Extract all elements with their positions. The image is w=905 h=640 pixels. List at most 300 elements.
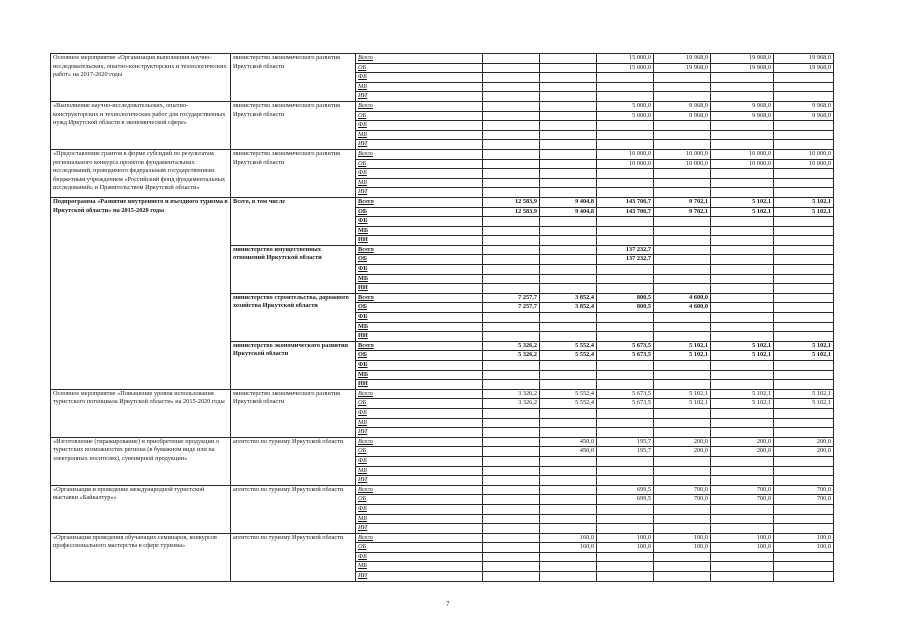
amount-cell <box>711 524 774 534</box>
funding-source-cell: ОБ <box>356 255 483 265</box>
funding-source-cell: ИИ <box>356 476 483 486</box>
amount-cell: 5 673,5 <box>597 351 654 361</box>
amount-cell: 700,0 <box>711 495 774 505</box>
amount-cell: 5 102,1 <box>711 207 774 217</box>
amount-cell: 100,0 <box>597 533 654 543</box>
amount-cell <box>540 504 597 514</box>
amount-cell <box>540 562 597 572</box>
amount-cell <box>774 408 834 418</box>
amount-cell <box>483 572 540 582</box>
amount-cell <box>540 255 597 265</box>
amount-cell <box>774 562 834 572</box>
amount-cell: 143 706,7 <box>597 197 654 207</box>
amount-cell: 137 232,7 <box>597 255 654 265</box>
funding-source-cell: ИИ <box>356 284 483 294</box>
funding-source-cell: Всего <box>356 341 483 351</box>
amount-cell <box>483 130 540 140</box>
amount-cell <box>774 476 834 486</box>
amount-cell <box>654 226 711 236</box>
amount-cell <box>597 572 654 582</box>
amount-cell <box>654 456 711 466</box>
page-number: 7 <box>446 600 450 608</box>
amount-cell <box>483 255 540 265</box>
amount-cell <box>711 217 774 227</box>
funding-source-cell: ФБ <box>356 121 483 131</box>
funding-source-cell: ИИ <box>356 92 483 102</box>
amount-cell: 200,0 <box>654 437 711 447</box>
amount-cell <box>774 178 834 188</box>
table-row <box>51 101 834 111</box>
amount-cell <box>774 524 834 534</box>
funding-source-cell: МБ <box>356 178 483 188</box>
amount-cell <box>711 514 774 524</box>
amount-cell <box>711 361 774 371</box>
funding-source-cell: Всего <box>356 54 483 64</box>
amount-cell: 9 968,0 <box>774 111 834 121</box>
amount-cell <box>774 293 834 303</box>
amount-cell <box>597 226 654 236</box>
funding-source-cell: МБ <box>356 562 483 572</box>
amount-cell <box>711 476 774 486</box>
amount-cell <box>597 274 654 284</box>
amount-cell <box>483 562 540 572</box>
amount-cell <box>597 130 654 140</box>
funding-source-cell: МБ <box>356 130 483 140</box>
amount-cell <box>711 265 774 275</box>
amount-cell: 200,0 <box>774 447 834 457</box>
amount-cell <box>654 476 711 486</box>
amount-cell <box>597 284 654 294</box>
amount-cell: 3 326,2 <box>483 399 540 409</box>
amount-cell <box>597 92 654 102</box>
amount-cell: 5 102,1 <box>774 197 834 207</box>
amount-cell: 9 968,0 <box>711 111 774 121</box>
funding-source-cell: МБ <box>356 226 483 236</box>
executor-cell: министерство экономического развития Иркутской области <box>231 101 356 149</box>
amount-cell <box>540 111 597 121</box>
amount-cell <box>540 140 597 150</box>
amount-cell <box>483 361 540 371</box>
amount-cell <box>654 236 711 246</box>
amount-cell <box>711 418 774 428</box>
amount-cell <box>540 322 597 332</box>
amount-cell <box>540 456 597 466</box>
amount-cell <box>774 274 834 284</box>
amount-cell: 100,0 <box>597 543 654 553</box>
amount-cell <box>597 466 654 476</box>
amount-cell: 5 102,1 <box>711 341 774 351</box>
funding-source-cell: МБ <box>356 466 483 476</box>
amount-cell <box>654 169 711 179</box>
amount-cell <box>483 552 540 562</box>
amount-cell <box>654 265 711 275</box>
amount-cell <box>483 101 540 111</box>
funding-source-cell: Всего <box>356 389 483 399</box>
funding-source-cell: ИИ <box>356 524 483 534</box>
amount-cell: 700,0 <box>711 485 774 495</box>
amount-cell <box>597 178 654 188</box>
amount-cell <box>483 476 540 486</box>
amount-cell <box>597 188 654 198</box>
amount-cell: 200,0 <box>711 447 774 457</box>
amount-cell <box>540 514 597 524</box>
amount-cell <box>597 313 654 323</box>
amount-cell <box>597 552 654 562</box>
funding-source-cell: Всего <box>356 293 483 303</box>
amount-cell: 15 000,0 <box>597 63 654 73</box>
amount-cell <box>711 562 774 572</box>
amount-cell <box>597 236 654 246</box>
amount-cell <box>774 552 834 562</box>
amount-cell <box>483 485 540 495</box>
amount-cell <box>597 121 654 131</box>
amount-cell <box>711 504 774 514</box>
table-body <box>51 54 834 582</box>
amount-cell <box>597 562 654 572</box>
activity-name-cell: Основное мероприятие «Организация выполнения научно-исследовательских, опытно-конструкторских и технологических работ» на 2017-2020 годы <box>51 54 231 102</box>
executor-cell: агентство по туризму Иркутской области <box>231 485 356 533</box>
amount-cell <box>540 428 597 438</box>
funding-source-cell: ФБ <box>356 169 483 179</box>
activity-name-cell: «Организация и проведение международной туристской выставки «Байкалтур»» <box>51 485 231 533</box>
amount-cell <box>540 159 597 169</box>
amount-cell <box>711 226 774 236</box>
amount-cell: 200,0 <box>774 437 834 447</box>
amount-cell: 10 000,0 <box>774 159 834 169</box>
amount-cell <box>711 121 774 131</box>
amount-cell: 10 000,0 <box>711 159 774 169</box>
amount-cell: 3 852,4 <box>540 293 597 303</box>
amount-cell <box>711 572 774 582</box>
amount-cell <box>774 217 834 227</box>
amount-cell <box>597 322 654 332</box>
amount-cell <box>774 428 834 438</box>
amount-cell: 100,0 <box>711 543 774 553</box>
amount-cell <box>540 92 597 102</box>
amount-cell <box>483 82 540 92</box>
amount-cell <box>774 265 834 275</box>
amount-cell <box>483 188 540 198</box>
amount-cell <box>711 408 774 418</box>
funding-source-cell: ФБ <box>356 73 483 83</box>
amount-cell <box>483 265 540 275</box>
amount-cell <box>774 572 834 582</box>
funding-source-cell: ИИ <box>356 140 483 150</box>
funding-source-cell: Всего <box>356 245 483 255</box>
activity-name-cell: Основное мероприятие «Повышение уровня использования туристского потенциала Иркутской области» на 2015-2020 годы <box>51 389 231 437</box>
table-row <box>51 389 834 399</box>
amount-cell <box>711 380 774 390</box>
funding-source-cell: ОБ <box>356 351 483 361</box>
amount-cell <box>483 495 540 505</box>
amount-cell <box>654 322 711 332</box>
amount-cell <box>654 562 711 572</box>
funding-source-cell: МБ <box>356 322 483 332</box>
amount-cell <box>654 255 711 265</box>
amount-cell <box>540 63 597 73</box>
amount-cell <box>483 428 540 438</box>
executor-cell: агентство по туризму Иркутской области <box>231 437 356 485</box>
amount-cell: 100,0 <box>774 533 834 543</box>
amount-cell: 100,0 <box>654 543 711 553</box>
amount-cell <box>483 245 540 255</box>
amount-cell <box>540 524 597 534</box>
amount-cell <box>540 54 597 64</box>
amount-cell <box>540 236 597 246</box>
amount-cell <box>774 418 834 428</box>
amount-cell <box>654 428 711 438</box>
amount-cell <box>483 149 540 159</box>
amount-cell <box>711 73 774 83</box>
amount-cell <box>774 236 834 246</box>
amount-cell <box>540 361 597 371</box>
amount-cell: 5 102,1 <box>654 341 711 351</box>
amount-cell: 5 000,0 <box>597 111 654 121</box>
amount-cell <box>774 92 834 102</box>
amount-cell <box>483 456 540 466</box>
amount-cell <box>711 188 774 198</box>
amount-cell <box>774 466 834 476</box>
amount-cell <box>540 284 597 294</box>
amount-cell <box>540 476 597 486</box>
amount-cell <box>654 178 711 188</box>
amount-cell <box>483 159 540 169</box>
amount-cell <box>483 408 540 418</box>
amount-cell <box>597 380 654 390</box>
amount-cell <box>483 514 540 524</box>
amount-cell <box>483 284 540 294</box>
amount-cell <box>540 380 597 390</box>
amount-cell <box>654 504 711 514</box>
amount-cell <box>483 332 540 342</box>
amount-cell <box>774 514 834 524</box>
amount-cell: 5 102,1 <box>711 197 774 207</box>
amount-cell: 10 000,0 <box>774 149 834 159</box>
amount-cell <box>540 274 597 284</box>
amount-cell <box>540 178 597 188</box>
executor-cell: министерство строительства, дорожного хозяйства Иркутской области <box>231 293 356 341</box>
amount-cell <box>483 313 540 323</box>
amount-cell <box>540 73 597 83</box>
amount-cell <box>483 418 540 428</box>
amount-cell <box>711 552 774 562</box>
amount-cell <box>711 466 774 476</box>
amount-cell <box>654 524 711 534</box>
funding-source-cell: МБ <box>356 370 483 380</box>
amount-cell: 137 232,7 <box>597 245 654 255</box>
amount-cell <box>654 274 711 284</box>
funding-source-cell: ФБ <box>356 408 483 418</box>
amount-cell <box>711 236 774 246</box>
executor-cell: агентство по туризму Иркутской области <box>231 533 356 581</box>
amount-cell <box>654 121 711 131</box>
funding-source-cell: МБ <box>356 274 483 284</box>
amount-cell <box>711 322 774 332</box>
executor-cell: министерство экономического развития Иркутской области <box>231 341 356 389</box>
amount-cell <box>597 514 654 524</box>
amount-cell: 9 404,8 <box>540 197 597 207</box>
amount-cell: 12 583,9 <box>483 207 540 217</box>
amount-cell: 5 102,1 <box>654 399 711 409</box>
amount-cell <box>483 169 540 179</box>
amount-cell <box>774 188 834 198</box>
amount-cell <box>654 380 711 390</box>
amount-cell <box>597 361 654 371</box>
amount-cell <box>483 274 540 284</box>
amount-cell: 100,0 <box>654 533 711 543</box>
funding-source-cell: ОБ <box>356 159 483 169</box>
amount-cell <box>654 82 711 92</box>
amount-cell: 800,5 <box>597 293 654 303</box>
amount-cell <box>540 169 597 179</box>
amount-cell: 160,0 <box>540 533 597 543</box>
amount-cell <box>774 130 834 140</box>
amount-cell <box>711 130 774 140</box>
amount-cell: 3 852,4 <box>540 303 597 313</box>
funding-source-cell: ОБ <box>356 399 483 409</box>
amount-cell: 9 702,1 <box>654 197 711 207</box>
amount-cell <box>711 313 774 323</box>
funding-source-cell: ФБ <box>356 313 483 323</box>
executor-cell: министерство экономического развития Иркутской области <box>231 389 356 437</box>
amount-cell <box>654 466 711 476</box>
amount-cell: 699,5 <box>597 485 654 495</box>
amount-cell: 5 000,0 <box>597 101 654 111</box>
amount-cell <box>597 428 654 438</box>
amount-cell <box>711 140 774 150</box>
amount-cell <box>654 245 711 255</box>
amount-cell: 5 102,1 <box>774 207 834 217</box>
budget-table <box>50 53 834 582</box>
amount-cell <box>597 82 654 92</box>
amount-cell <box>654 140 711 150</box>
amount-cell: 5 552,4 <box>540 399 597 409</box>
amount-cell <box>483 447 540 457</box>
amount-cell: 19 968,0 <box>654 54 711 64</box>
funding-source-cell: ИИ <box>356 332 483 342</box>
funding-source-cell: МБ <box>356 82 483 92</box>
amount-cell <box>483 437 540 447</box>
amount-cell <box>540 188 597 198</box>
amount-cell <box>540 313 597 323</box>
funding-source-cell: МБ <box>356 514 483 524</box>
amount-cell <box>540 265 597 275</box>
amount-cell <box>774 313 834 323</box>
amount-cell <box>774 456 834 466</box>
amount-cell: 5 326,2 <box>483 341 540 351</box>
amount-cell <box>597 140 654 150</box>
amount-cell: 699,5 <box>597 495 654 505</box>
funding-source-cell: Всего <box>356 485 483 495</box>
amount-cell: 10 000,0 <box>654 149 711 159</box>
funding-source-cell: МБ <box>356 418 483 428</box>
amount-cell <box>774 255 834 265</box>
amount-cell <box>774 73 834 83</box>
amount-cell <box>483 140 540 150</box>
amount-cell <box>483 370 540 380</box>
amount-cell <box>774 82 834 92</box>
amount-cell <box>597 217 654 227</box>
funding-source-cell: ИИ <box>356 380 483 390</box>
amount-cell <box>540 101 597 111</box>
amount-cell <box>483 236 540 246</box>
amount-cell: 5 102,1 <box>654 351 711 361</box>
amount-cell <box>597 524 654 534</box>
amount-cell: 7 257,7 <box>483 303 540 313</box>
funding-source-cell: ФБ <box>356 504 483 514</box>
amount-cell: 7 257,7 <box>483 293 540 303</box>
amount-cell: 5 102,1 <box>711 399 774 409</box>
amount-cell <box>483 73 540 83</box>
amount-cell: 19 968,0 <box>774 54 834 64</box>
amount-cell <box>597 408 654 418</box>
amount-cell: 9 968,0 <box>654 111 711 121</box>
amount-cell <box>483 111 540 121</box>
amount-cell <box>711 293 774 303</box>
amount-cell: 5 326,2 <box>483 351 540 361</box>
amount-cell: 9 702,1 <box>654 207 711 217</box>
amount-cell <box>654 361 711 371</box>
amount-cell <box>540 485 597 495</box>
funding-source-cell: Всего <box>356 533 483 543</box>
amount-cell: 5 102,1 <box>774 351 834 361</box>
table-row <box>51 533 834 543</box>
amount-cell: 700,0 <box>654 495 711 505</box>
amount-cell: 800,5 <box>597 303 654 313</box>
amount-cell: 200,0 <box>711 437 774 447</box>
funding-source-cell: ОБ <box>356 495 483 505</box>
amount-cell <box>597 418 654 428</box>
amount-cell <box>483 92 540 102</box>
amount-cell <box>774 322 834 332</box>
funding-source-cell: ФБ <box>356 217 483 227</box>
amount-cell: 160,0 <box>540 543 597 553</box>
amount-cell <box>540 495 597 505</box>
funding-source-cell: ИИ <box>356 572 483 582</box>
amount-cell <box>774 121 834 131</box>
amount-cell <box>597 169 654 179</box>
amount-cell <box>483 504 540 514</box>
funding-source-cell: Всего <box>356 149 483 159</box>
amount-cell <box>774 380 834 390</box>
amount-cell <box>774 226 834 236</box>
amount-cell: 9 968,0 <box>654 101 711 111</box>
amount-cell: 3 326,2 <box>483 389 540 399</box>
amount-cell <box>540 121 597 131</box>
amount-cell <box>654 552 711 562</box>
amount-cell: 19 968,0 <box>654 63 711 73</box>
amount-cell <box>540 552 597 562</box>
amount-cell: 195,7 <box>597 437 654 447</box>
funding-source-cell: ФБ <box>356 361 483 371</box>
amount-cell <box>483 322 540 332</box>
amount-cell: 5 102,1 <box>774 341 834 351</box>
activity-name-cell: «Предоставление грантов в форме субсидий по результатам регионального конкурса проектов фундаментальных исследований, проводимого федеральным государственным бюджетным учреждением «Российский фонд фундаментальных исследований» и Правительством Иркутской области» <box>51 149 231 197</box>
funding-source-cell: ОБ <box>356 447 483 457</box>
amount-cell <box>774 245 834 255</box>
amount-cell <box>654 92 711 102</box>
funding-source-cell: ОБ <box>356 63 483 73</box>
amount-cell: 5 673,5 <box>597 389 654 399</box>
amount-cell <box>483 226 540 236</box>
funding-source-cell: ОБ <box>356 303 483 313</box>
amount-cell: 4 600,0 <box>654 293 711 303</box>
amount-cell <box>654 313 711 323</box>
amount-cell <box>540 572 597 582</box>
amount-cell: 5 102,1 <box>774 399 834 409</box>
amount-cell <box>774 140 834 150</box>
amount-cell <box>540 217 597 227</box>
